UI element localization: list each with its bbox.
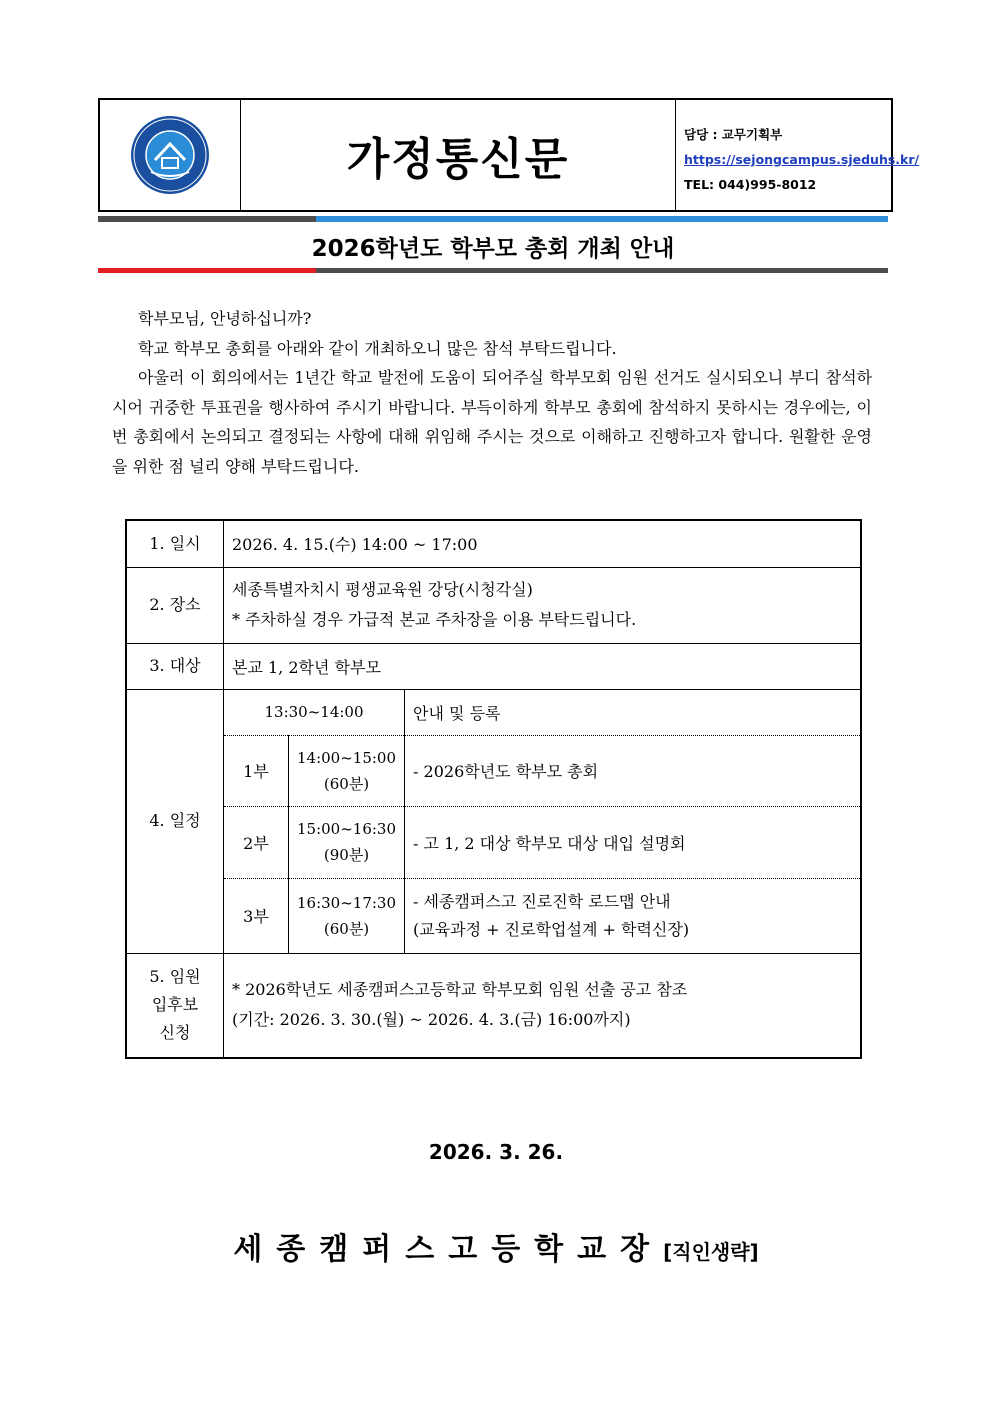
principal-name: 세종캠퍼스고등학교장 [233, 1232, 664, 1267]
band-top [98, 216, 888, 222]
part3-desc: - 세종캠퍼스고 진로진학 로드맵 안내 (교육과정 + 진로학업설계 + 학력신장) [405, 878, 860, 953]
info-cell [676, 100, 920, 210]
body-text [112, 304, 872, 481]
info-table [125, 519, 862, 1059]
part3-time: 16:30~17:30 (60분) [289, 878, 405, 953]
greeting: 학부모님, 안녕하십니까? [138, 309, 312, 328]
doc-title: 가정통신문 [346, 134, 570, 185]
part2-time: 15:00~16:30 (90분) [289, 806, 405, 878]
part1: 1부 [224, 735, 289, 806]
schedule-table [224, 690, 860, 954]
parking-note: * 주차하실 경우 가급적 본교 주차장을 이용 부탁드립니다. [232, 610, 637, 629]
part2-desc: - 고 1, 2 대상 학부모 대상 대입 설명회 [405, 806, 860, 878]
part1-desc: - 2026학년도 학부모 총회 [405, 735, 860, 806]
part1-time: 14:00~15:00 (60분) [289, 735, 405, 806]
principal-signature [0, 1224, 992, 1268]
place-label: 2. 장소 [126, 567, 224, 643]
schedule-cell [224, 689, 862, 954]
part2: 2부 [224, 806, 289, 878]
schedule-label: 4. 일정 [126, 689, 224, 954]
title-cell [241, 100, 676, 210]
candidate-label: 5. 임원 입후보 신청 [126, 954, 224, 1058]
date-value: 2026. 4. 15.(수) 14:00 ~ 17:00 [224, 520, 862, 567]
target-value: 본교 1, 2학년 학부모 [224, 643, 862, 689]
candidate-cell [224, 954, 862, 1058]
seal-note: [직인생략] [663, 1240, 759, 1264]
date-label: 1. 일시 [126, 520, 224, 567]
tel-label: TEL: 044)995-8012 [684, 177, 817, 192]
place-cell [224, 567, 862, 643]
school-url-link[interactable]: https://sejongcampus.sjeduhs.kr/ [684, 152, 920, 167]
intro-line: 학교 학부모 총회를 아래와 같이 개최하오니 많은 참석 부탁드립니다. [138, 338, 617, 358]
body-paragraph: 아울러 이 회의에서는 1년간 학교 발전에 도움이 되어주실 학부모회 임원 선거도 실시되오니 부디 참석하시어 귀중한 투표권을 행사하여 주시기 바랍니다. 부득이하게 학부모 총회에 참석하지 못하시는 경우에는, 이번 총회에서 논의되고 결정되는 사항에 대해 위임해 주시는 것으로 이해하고 진행하고자 합니다. 원활한 운영을 위한 점 널리 양해 부탁드립니다. [112, 368, 872, 476]
band-bottom [98, 268, 888, 273]
reg-desc: 안내 및 등록 [413, 703, 501, 723]
school-logo [129, 114, 211, 196]
target-label: 3. 대상 [126, 643, 224, 689]
candidate-note: * 2026학년도 세종캠퍼스고등학교 학부모회 임원 선출 공고 참조 [232, 980, 688, 1000]
place-value: 세종특별자치시 평생교육원 강당(시청각실) [232, 580, 533, 599]
dept-label: 담당 : 교무기획부 [684, 127, 783, 142]
reg-time: 13:30~14:00 [224, 690, 405, 736]
candidate-period: (기간: 2026. 3. 30.(월) ~ 2026. 4. 3.(금) 16:00까지) [232, 1010, 631, 1030]
header-box [98, 98, 920, 212]
issue-date: 2026. 3. 26. [428, 1140, 564, 1164]
part3: 3부 [224, 878, 289, 953]
subtitle: 2026학년도 학부모 총회 개최 안내 [311, 235, 675, 262]
logo-cell [100, 100, 241, 210]
